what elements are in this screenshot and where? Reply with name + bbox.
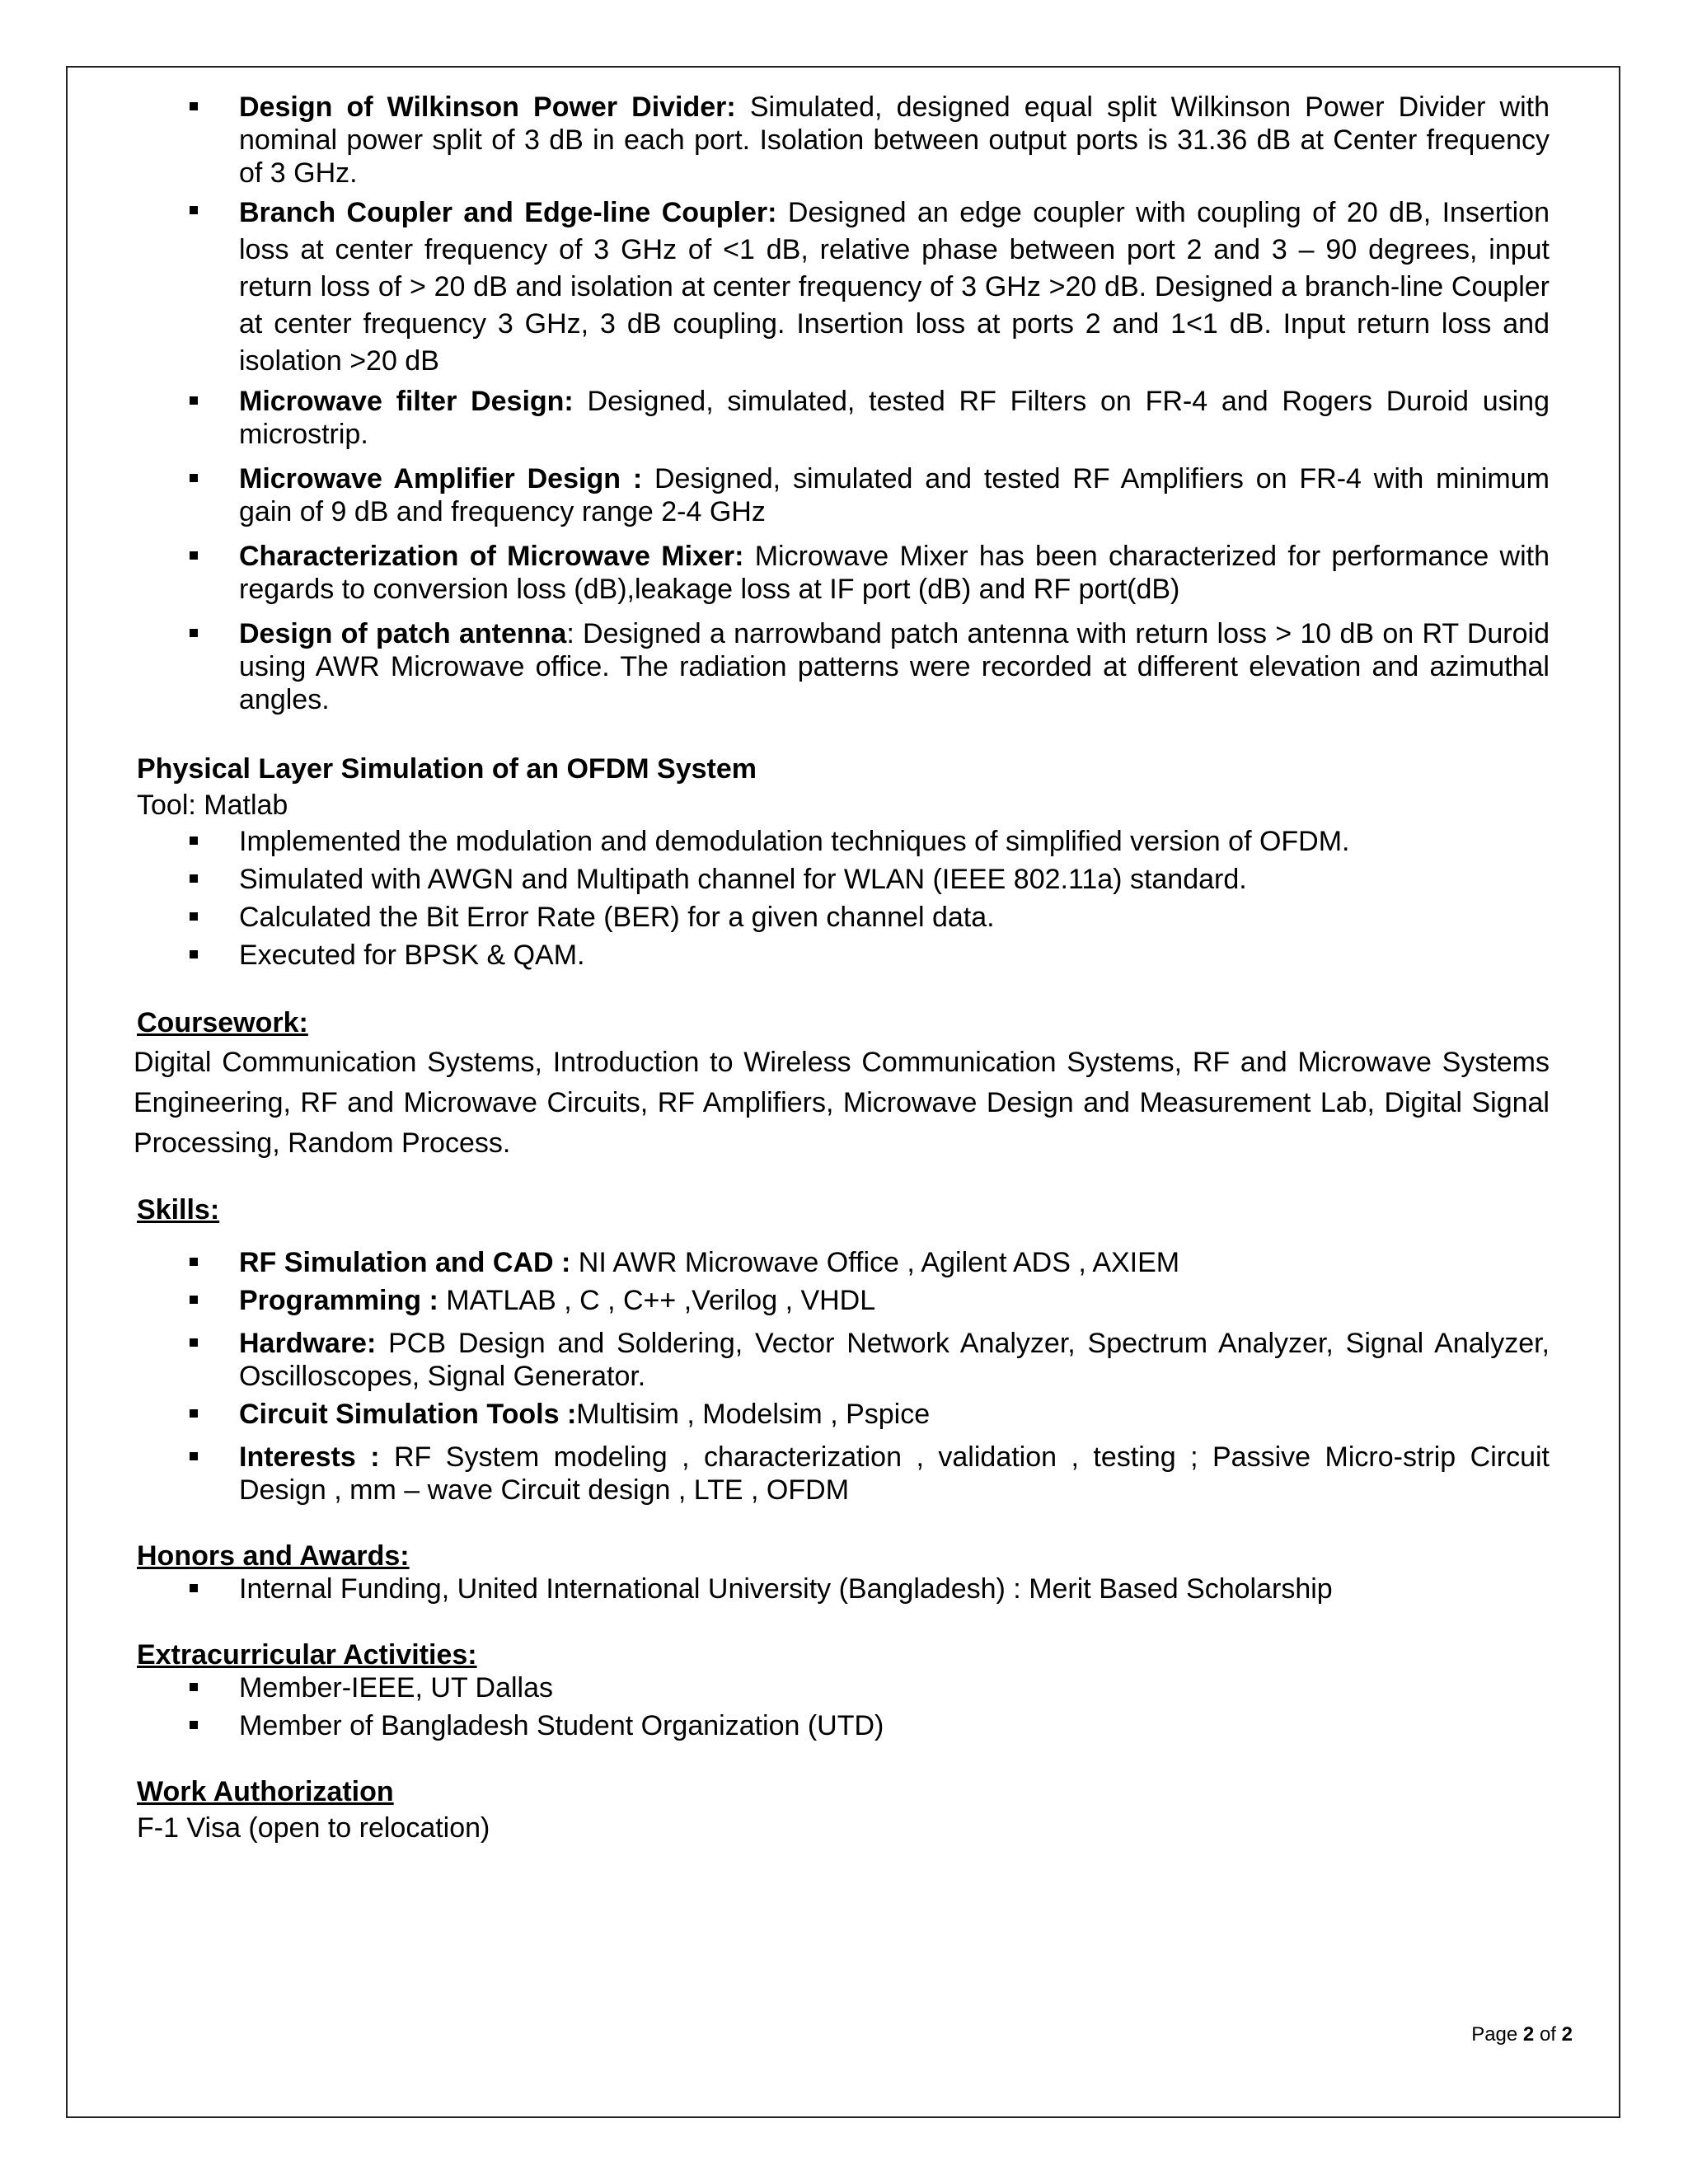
list-item: Circuit Simulation Tools :Multisim , Modelsim , Pspice (137, 1398, 1550, 1431)
page-number: Page 2 of 2 (1471, 2023, 1573, 2046)
list-item: Design of Wilkinson Power Divider: Simulated, designed equal split Wilkinson Power Divider with nominal power split of 3 dB in each port. Isolation between output ports is 31.36 dB at Center frequency of 3 GHz. (137, 91, 1550, 190)
list-item: RF Simulation and CAD : NI AWR Microwave Office , Agilent ADS , AXIEM (137, 1246, 1550, 1279)
project-list (137, 91, 1550, 716)
extracurricular-title: Extracurricular Activities: (137, 1639, 477, 1671)
list-item: Executed for BPSK & QAM. (137, 939, 1550, 972)
list-item: Hardware: PCB Design and Soldering, Vector Network Analyzer, Spectrum Analyzer, Signal Analyzer, Oscilloscopes, Signal Generator. (137, 1327, 1550, 1393)
coursework-text: Digital Communication Systems, Introduction to Wireless Communication Systems, RF and Microwave Systems Engineering, RF and Microwave Circuits, RF Amplifiers, Microwave Design and Measurement Lab, Digital Signal Processing, Random Process. (134, 1047, 1550, 1159)
list-item: Characterization of Microwave Mixer: Microwave Mixer has been characterized for performance with regards to conversion loss (dB),leakage loss at IF port (dB) and RF port(dB) (137, 540, 1550, 606)
ofdm-tool: Tool: Matlab (137, 790, 288, 821)
work-authorization-title: Work Authorization (137, 1776, 394, 1807)
ofdm-title: Physical Layer Simulation of an OFDM System (137, 753, 757, 785)
work-authorization-text: F-1 Visa (open to relocation) (137, 1812, 490, 1844)
coursework-title: Coursework: (137, 1007, 308, 1038)
list-item: Microwave filter Design: Designed, simulated, tested RF Filters on FR-4 and Rogers Duroid using microstrip. (137, 385, 1550, 451)
list-item: Implemented the modulation and demodulation techniques of simplified version of OFDM. (137, 825, 1550, 858)
list-item: Interests : RF System modeling , characterization , validation , testing ; Passive Micro-strip Circuit Design , mm – wave Circuit design , LTE , OFDM (137, 1441, 1550, 1507)
list-item: Microwave Amplifier Design : Designed, simulated and tested RF Amplifiers on FR-4 with minimum gain of 9 dB and frequency range 2-4 GHz (137, 462, 1550, 528)
list-item: Simulated with AWGN and Multipath channel for WLAN (IEEE 802.11a) standard. (137, 863, 1550, 896)
list-item: Design of patch antenna: Designed a narrowband patch antenna with return loss > 10 dB on RT Duroid using AWR Microwave office. The radiation patterns were recorded at different elevation and azimuthal angles. (137, 617, 1550, 716)
ofdm-list (137, 825, 1550, 972)
honors-title: Honors and Awards: (137, 1540, 410, 1572)
honors-list (137, 1572, 1550, 1605)
extracurricular-list (137, 1671, 1550, 1742)
list-item: Member of Bangladesh Student Organization (UTD) (137, 1709, 1550, 1742)
skills-list (137, 1246, 1550, 1507)
list-item: Branch Coupler and Edge-line Coupler: Designed an edge coupler with coupling of 20 dB, Insertion loss at center frequency of 3 GHz of <1 dB, relative phase between port 2 and 3 – 90 degrees, input return loss of > 20 dB and isolation at center frequency of 3 GHz >20 dB. Designed a branch-line Coupler at center frequency 3 GHz, 3 dB coupling. Insertion loss at ports 2 and 1<1 dB. Input return loss and isolation >20 dB (137, 194, 1550, 380)
list-item: Calculated the Bit Error Rate (BER) for a given channel data. (137, 901, 1550, 934)
skills-title: Skills: (137, 1194, 220, 1226)
list-item: Programming : MATLAB , C , C++ ,Verilog , VHDL (137, 1284, 1550, 1317)
resume-page-2 (134, 91, 1550, 1844)
list-item: Internal Funding, United International University (Bangladesh) : Merit Based Scholarship (137, 1572, 1550, 1605)
list-item: Member-IEEE, UT Dallas (137, 1671, 1550, 1704)
